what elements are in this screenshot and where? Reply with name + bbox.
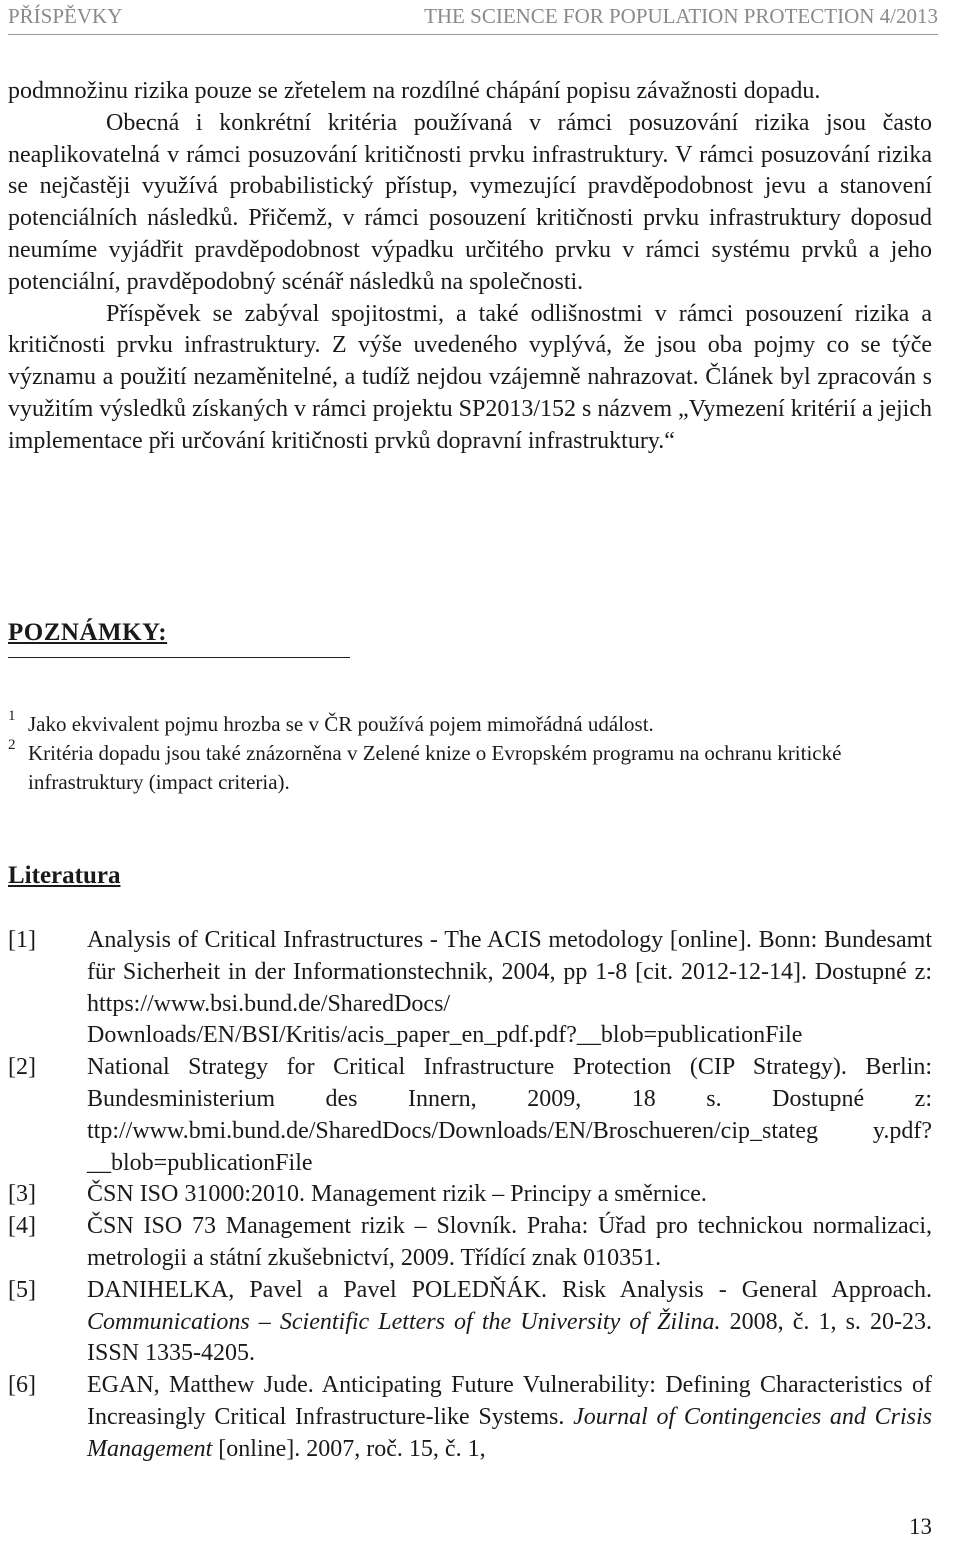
body-text [8, 76, 932, 458]
reference-number: [3] [8, 1181, 36, 1208]
reference-number: [4] [8, 1213, 36, 1240]
footnote-text: Jako ekvivalent pojmu hrozba se v ČR používá pojem mimořádná událost. [28, 712, 654, 736]
footnotes [8, 710, 932, 797]
paragraph-1: podmnožinu rizika pouze se zřetelem na rozdílné chápání popisu závažnosti dopadu. [8, 78, 821, 104]
reference-text: ČSN ISO 31000:2010. Management rizik – Principy a směrnice. [87, 1181, 707, 1208]
paragraph-3: Příspěvek se zabýval spojitostmi, a také odlišnostmi v rámci posouzení rizika a kritičnosti prvku infrastruktury. Z výše uvedeného vyplývá, že jsou oba pojmy co se týče významu a použití nezaměnitelné, a tudíž nejdou vzájemně nahrazovat. Článek byl zpracován s využitím výsledků získaných v rámci projektu SP2013/152 s názvem „Vymezení kritérií a jejich implementace při určování kritičnosti prvků dopravní infrastruktury.“ [8, 300, 932, 454]
reference-number: [2] [8, 1054, 36, 1081]
paragraph-2: Obecná i konkrétní kritéria používaná v rámci posuzování rizika jsou často neaplikovatelná v rámci posuzování kritičnosti prvku infrastruktury. V rámci posuzování rizika se nejčastěji využívá probabilistický přístup, vymezující pravděpodobnost jevu a stanovení potenciálních následků. Přičemž, v rámci posouzení kritičnosti prvku infrastruktury doposud neumíme vyjádřit pravděpodobnost výpadku určitého prvku v rámci systému prvků a jeho potenciální, pravděpodobný scénář následků na společnosti. [8, 109, 932, 295]
footnote-separator [8, 657, 350, 658]
page-header [8, 2, 938, 32]
notes-heading: POZNÁMKY: [8, 619, 168, 646]
reference-text: National Strategy for Critical Infrastructure Protection (CIP Strategy). Berlin: Bundesministerium des Innern, 2009, 18 s. Dostupné z: ttp://www.bmi.bund.de/SharedDocs/Downloads/EN/Broschueren/cip_stateg y.pdf?__blob=publicationFile [87, 1054, 932, 1176]
header-rule [8, 34, 938, 35]
journal-title: THE SCIENCE FOR POPULATION PROTECTION 4/2013 [424, 4, 938, 28]
reference-number: [1] [8, 927, 36, 953]
reference-item [8, 1052, 932, 1179]
page-number: 13 [909, 1514, 932, 1539]
footnote-1 [8, 710, 932, 739]
reference-item [8, 1211, 932, 1275]
reference-number: [6] [8, 1372, 36, 1399]
reference-details: 2008, č. 1, s. 20-23. ISSN 1335-4205. [87, 1308, 933, 1367]
section-label: PŘÍSPĚVKY [8, 4, 123, 28]
reference-item [8, 1275, 932, 1370]
reference-text: Analysis of Critical Infrastructures - The ACIS metodology [online]. Bonn: Bundesamt für Sicherheit in der Informationstechnik, 2004, pp 1-8 [cit. 2012-12-14]. Dostupné z: https://www.bsi.bund.de/SharedDocs/ Downloads/EN/BSI/Kritis/acis_paper_en_pdf.pdf?__blob=publicationFile [87, 927, 932, 1049]
footnote-2 [8, 739, 932, 797]
reference-item [8, 925, 932, 1052]
reference-list [8, 925, 932, 1466]
footnote-number: 2 [8, 737, 16, 753]
literature-heading: Literatura [8, 862, 121, 889]
reference-text: ČSN ISO 73 Management rizik – Slovník. Praha: Úřad pro technickou normalizaci, metrologii a státní zkušebnictví, 2009. Třídící znak 010351. [87, 1213, 932, 1271]
reference-item [8, 1370, 932, 1465]
reference-journal: Journal of Contingencies and Crisis Management [87, 1403, 932, 1462]
reference-details: [online]. 2007, roč. 15, č. 1, [212, 1435, 486, 1462]
reference-text: DANIHELKA, Pavel a Pavel POLEDŇÁK. Risk Analysis - General Approach. [87, 1276, 932, 1303]
reference-number: [5] [8, 1276, 36, 1303]
reference-item [8, 1179, 932, 1211]
reference-text: EGAN, Matthew Jude. Anticipating Future Vulnerability: Defining Characteristics of Increasingly Critical Infrastructure-like Systems. [87, 1372, 932, 1430]
footnote-number: 1 [8, 708, 16, 724]
footnote-text: Kritéria dopadu jsou také znázorněna v Zelené knize o Evropském programu na ochranu kritické infrastruktury (impact criteria). [28, 741, 842, 794]
reference-journal: Communications – Scientific Letters of the University of Žilina. [87, 1308, 721, 1335]
